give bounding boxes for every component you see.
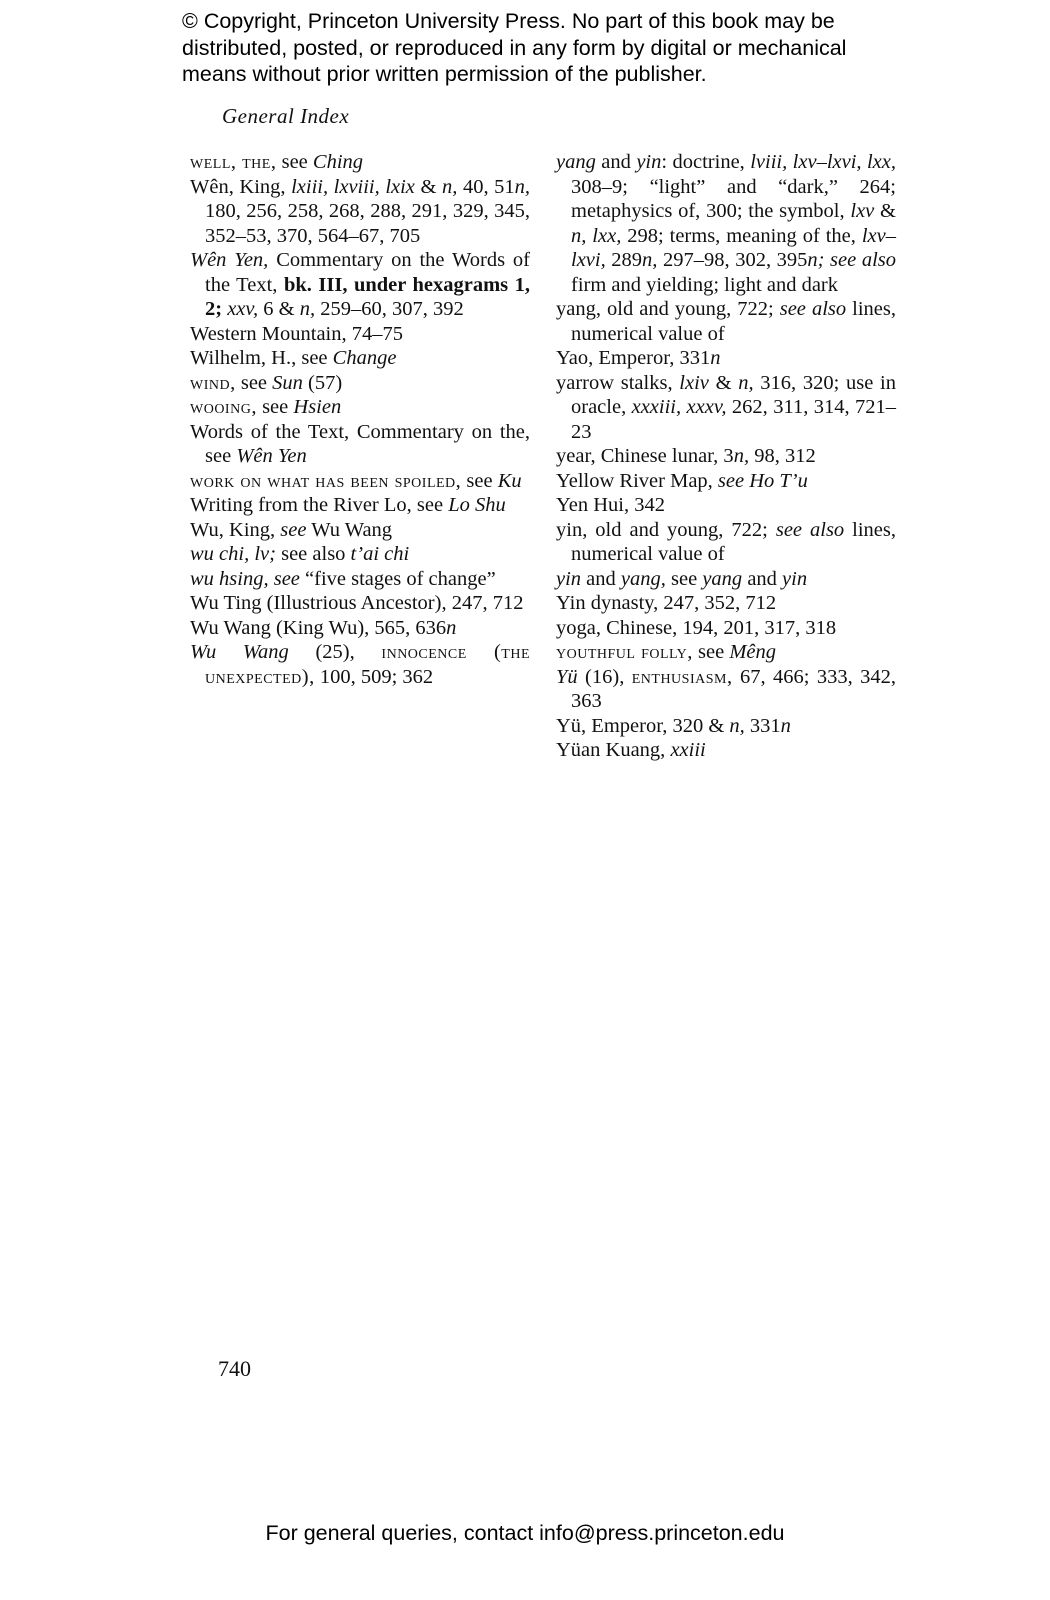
index-text-run: Yin dynasty, 247, 352, 712 (556, 592, 777, 614)
index-text-run: see (276, 151, 313, 173)
index-text-run: Western Mountain, 74–75 (190, 322, 403, 345)
index-text-run: Ching (312, 151, 364, 173)
index-text-run: yang, (620, 567, 666, 590)
index-text-run: 67, 466; 333, 342, 363 (571, 665, 896, 712)
footer-contact: For general queries, contact info@press.princeton.edu (265, 1521, 785, 1545)
index-text-run: n, (514, 175, 531, 198)
entry-yellow-river-map (556, 469, 896, 494)
entry-year-chinese-lunar (556, 444, 896, 469)
entry-western-mountain (190, 322, 530, 347)
index-text-run: n, (642, 249, 658, 271)
index-text-run: Yü (556, 665, 578, 688)
index-text-run: yang (702, 567, 743, 590)
index-text-run: lxv–lxvi, (571, 224, 896, 271)
entry-work-on-what-has-been-spoiled (190, 469, 530, 494)
index-text-run: n, (729, 714, 745, 737)
index-text-run: see (692, 641, 730, 663)
index-text-run: yang (556, 151, 596, 173)
entry-wu-king (190, 518, 530, 543)
index-text-run: n; see also (807, 249, 896, 271)
index-text-run: Wilhelm, H., see (190, 347, 333, 369)
index-text-run: Yü, Emperor, 320 & (556, 714, 730, 737)
entry-words-of-the-text (190, 420, 530, 469)
index-text-run: n (446, 616, 457, 639)
index-text-run: wu hsing, see (190, 567, 300, 590)
index-text-run: see (235, 371, 273, 394)
copyright-line-3: means without prior written permission of the publisher. (182, 62, 707, 86)
index-text-run: enthusiasm, (631, 665, 733, 688)
index-text-run: n, (442, 175, 458, 198)
index-text-run: n (780, 714, 791, 737)
index-text-run: n, (733, 445, 750, 467)
index-text-run: yarrow stalks, (556, 371, 680, 394)
index-text-run: Commentary on the Words of the Text, (205, 249, 531, 296)
index-text-run: 297–98, 302, 395 (657, 249, 808, 271)
index-text-run: (16), (577, 665, 632, 688)
entry-yoga-chinese (556, 616, 896, 641)
index-text-run: Wu, King, (190, 518, 281, 541)
entry-writing-from-the-river-lo (190, 493, 530, 518)
index-text-run: 308–9; “light” and “dark,” 264; metaphysics of, 300; the symbol, (571, 175, 896, 222)
index-text-run: firm and yielding; light and dark (571, 273, 839, 296)
index-text-run: 259–60, 307, 392 (315, 298, 464, 320)
index-text-run: see (256, 396, 294, 418)
entry-yin-old-and-young (556, 518, 896, 567)
index-text-run: and (742, 567, 783, 590)
index-text-run: & (874, 200, 896, 222)
index-text-run: 6 & (258, 298, 300, 320)
index-text-run: and (595, 151, 637, 173)
index-text-run: see Ho T’u (717, 469, 808, 492)
index-text-run: xxxiii, xxxv, (631, 396, 727, 418)
index-text-run: & (708, 371, 739, 394)
index-column-right (556, 150, 896, 763)
index-text-run: 316, 320; use in oracle, (571, 371, 896, 418)
index-text-run: Wên Yen (236, 445, 307, 467)
index-text-run: Wên Yen, (190, 249, 269, 271)
index-text-run: see (461, 469, 498, 492)
index-text-run: bk. III, under hexagrams 1, 2; (205, 273, 531, 320)
index-column-left (190, 150, 530, 689)
index-text-run: Wu Wang (306, 518, 393, 541)
index-text-run: 298; terms, meaning of the, (621, 224, 862, 247)
index-text-run: Change (332, 347, 397, 369)
entry-yu-emperor (556, 714, 896, 739)
index-text-run: see also (275, 543, 351, 565)
entry-wu-hsing (190, 567, 530, 592)
index-text-run: Yellow River Map, (556, 469, 718, 492)
index-text-run: xxv, (227, 298, 259, 320)
index-text-run: Hsien (293, 396, 342, 418)
page-number: 740 (218, 1356, 251, 1381)
index-text-run: 331 (744, 714, 781, 737)
index-text-run: : doctrine, (661, 151, 751, 173)
entry-yarrow-stalks (556, 371, 896, 445)
entry-wilhelm (190, 346, 530, 371)
index-text-run: well, the, (190, 151, 277, 173)
index-text-run: lines, numerical value of (571, 518, 897, 565)
index-text-run: and (581, 567, 621, 590)
index-text-run: wooing, (190, 396, 257, 418)
index-text-run: see also (779, 298, 847, 320)
index-text-run: Yen Hui, 342 (556, 494, 665, 516)
entry-wu-chi (190, 542, 530, 567)
index-text-run: see (280, 518, 307, 541)
entry-well-the (190, 150, 530, 175)
entry-yin-dynasty (556, 591, 896, 616)
index-text-run: Yüan Kuang, (556, 739, 671, 761)
entry-yen-hui (556, 493, 896, 518)
copyright-line-1: © Copyright, Princeton University Press. No part of this book may be (182, 9, 835, 33)
entry-youthful-folly (556, 640, 896, 665)
index-text-run: youthful folly, (556, 641, 693, 663)
entry-yu-16 (556, 665, 896, 714)
index-text-run: n, lxx, (571, 224, 622, 247)
index-text-run: lines, numerical value of (571, 298, 896, 345)
entry-yao-emperor (556, 346, 896, 371)
index-text-run: n, (299, 298, 316, 320)
index-text-run: wu chi, lv; (190, 543, 276, 565)
index-text-run: see also (775, 518, 845, 541)
index-text-run: Wu Wang (190, 641, 289, 663)
entry-wu-wang-25 (190, 640, 530, 689)
index-text-run: Wu Wang (King Wu), 565, 636 (190, 616, 447, 639)
copyright-notice (182, 8, 982, 88)
index-text-run: “five stages of change” (299, 567, 496, 590)
index-text-run: 100, 509; 362 (314, 665, 434, 688)
index-text-run: yang, old and young, 722; (556, 298, 780, 320)
entry-wu-ting (190, 591, 530, 616)
index-text-run: Yao, Emperor, 331 (556, 347, 711, 369)
index-text-run: wind, (190, 371, 236, 394)
index-text-run: lviii, lxv–lxvi, lxx, (750, 151, 896, 173)
index-text-run: see (665, 567, 703, 590)
index-text-run: 262, 311, 314, 721–23 (571, 396, 896, 443)
index-text-run: lxiii, lxviii, lxix (291, 175, 415, 198)
entry-wooing (190, 395, 530, 420)
index-text-run: yin (556, 567, 582, 590)
index-text-run: 289 (605, 249, 643, 271)
entry-wen-yen (190, 248, 530, 322)
entry-yuan-kuang (556, 738, 896, 763)
index-text-run: 180, 256, 258, 268, 288, 291, 329, 345, 352–53, 370, 564–67, 705 (205, 200, 530, 247)
index-text-run: Wu Ting (Illustrious Ancestor), 247, 712 (190, 592, 524, 614)
entry-wu-wang-king-wu (190, 616, 530, 641)
index-text-run: (57) (302, 371, 343, 394)
index-text-run: 98, 312 (749, 445, 816, 467)
index-text-run: Words of the Text, Commentary on the, see (190, 420, 530, 467)
running-head: General Index (222, 104, 350, 128)
index-text-run: n, (738, 371, 754, 394)
index-text-run: Wên, King, (190, 175, 292, 198)
entry-yin-and-yang (556, 567, 896, 592)
index-text-run: innocence (the unexpected), (205, 641, 531, 688)
index-text-run: 40, 51 (457, 175, 515, 198)
index-text-run: t’ai chi (350, 543, 410, 565)
index-text-run: Mêng (729, 641, 777, 663)
index-text-run: n (710, 347, 721, 369)
index-text-run: lxiv (679, 371, 709, 394)
index-text-run: work on what has been spoiled, (190, 469, 462, 492)
index-text-run: yin (782, 567, 808, 590)
index-text-run: yin, old and young, 722; (556, 518, 776, 541)
index-text-run: Writing from the River Lo, see (190, 494, 449, 516)
index-text-run: year, Chinese lunar, 3 (556, 445, 734, 467)
index-text-run: Ku (497, 469, 522, 492)
index-text-run: yin (636, 151, 662, 173)
index-text-run: xxiii (670, 739, 706, 761)
entry-yang-and-yin (556, 150, 896, 297)
index-text-run: (25), (288, 641, 382, 663)
copyright-line-2: distributed, posted, or reproduced in any form by digital or mechanical (182, 35, 847, 60)
index-text-run: yoga, Chinese, 194, 201, 317, 318 (556, 616, 837, 639)
entry-wen-king (190, 175, 530, 249)
index-text-run: & (414, 175, 442, 198)
index-text-run: Sun (272, 371, 303, 394)
index-text-run: Lo Shu (448, 494, 506, 516)
entry-yang-old-and-young (556, 297, 896, 346)
index-text-run: lxv (850, 200, 875, 222)
entry-wind (190, 371, 530, 396)
